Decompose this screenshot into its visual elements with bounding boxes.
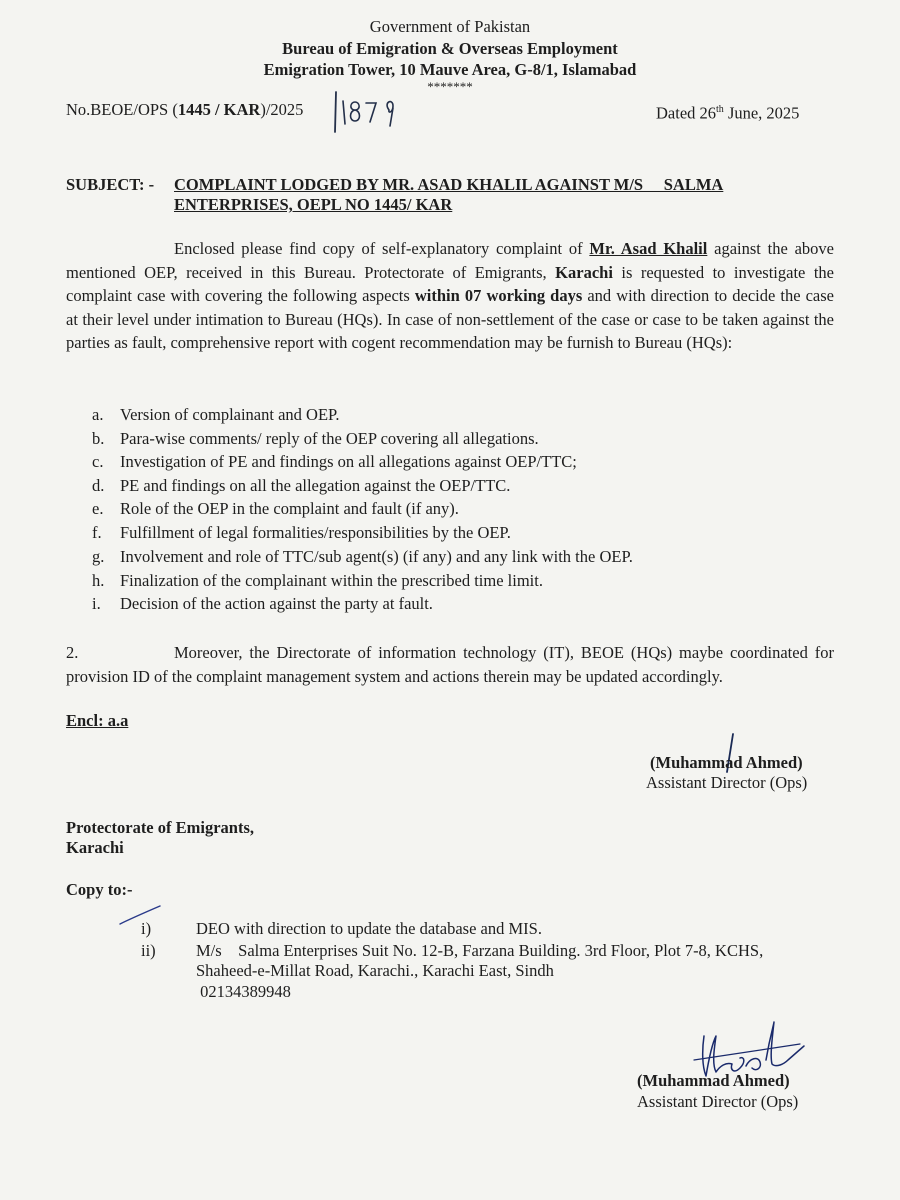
subject-line-1: COMPLAINT LODGED BY MR. ASAD KHALIL AGAINST M/S SALMA: [174, 175, 724, 194]
copy-item-marker: i): [141, 919, 152, 938]
reference-number: [66, 99, 303, 121]
city-karachi: Karachi: [555, 262, 613, 282]
copy-item-2-phone: 02134389948: [196, 982, 291, 1001]
reference-prefix: No.BEOE/OPS (: [66, 100, 178, 119]
list-item: h. Finalization of the complainant within the prescribed time limit.: [92, 571, 543, 590]
letterhead-government: Government of Pakistan: [369, 17, 531, 36]
enclosure: Encl: a.a: [66, 711, 129, 730]
signatory-2-name: (Muhammad Ahmed): [637, 1071, 790, 1090]
letterhead-bureau: Bureau of Emigration & Overseas Employment: [282, 39, 618, 58]
subject-label: SUBJECT: -: [66, 175, 155, 194]
body-paragraph-1: Enclosed please find copy of self-explanatory complaint of Mr. Asad Khalil against the above mentioned OEP, received in this Bureau. Protectorate of Emigrants, Karachi is requested to investigate the complaint case with covering the following aspects within 07 working days and with direction to decide the case at their level under intimation to Bureau (HQs). In case of non-settlement of the case or case to be taken against the parties as fault, comprehensive report with cogent recommendation may be furnish to Bureau (HQs):: [66, 239, 835, 353]
dated: [656, 99, 799, 125]
copy-item-2-line-1: M/s Salma Enterprises Suit No. 12-B, Farzana Building. 3rd Floor, Plot 7-8, KCHS,: [196, 941, 764, 960]
signatory-name: (Muhammad Ahmed): [650, 753, 803, 772]
date-prefix: Dated 26: [656, 103, 717, 123]
paragraph-number: 2.: [66, 643, 79, 662]
list-item: e. Role of the OEP in the complaint and fault (if any).: [92, 499, 459, 518]
copy-item-marker: ii): [141, 941, 156, 960]
date-suffix: June, 2025: [723, 103, 800, 123]
deadline: within 07 working days: [414, 286, 583, 306]
copy-item-1: DEO with direction to update the database and MIS.: [196, 919, 542, 938]
list-item: i. Decision of the action against the party at fault.: [92, 594, 433, 613]
reference-code: 1445 / KAR: [177, 100, 261, 119]
signatory-2-title: Assistant Director (Ops): [637, 1092, 799, 1111]
complainant-name: Mr. Asad Khalil: [589, 239, 708, 258]
list-item: d. PE and findings on all the allegation against the OEP/TTC.: [92, 476, 511, 495]
reference-suffix: )/2025: [260, 100, 304, 119]
copy-to-label: Copy to:-: [66, 880, 133, 899]
body-paragraph-2: 2. Moreover, the Directorate of information technology (IT), BEOE (HQs) maybe coordinated for provision ID of the complaint management system and actions therein may be updated accordingly.: [66, 643, 834, 686]
subject-line-2: ENTERPRISES, OEPL NO 1445/ KAR: [174, 195, 453, 214]
list-item: c. Investigation of PE and findings on all allegations against OEP/TTC;: [92, 452, 577, 471]
list-item: b. Para-wise comments/ reply of the OEP covering all allegations.: [92, 429, 539, 448]
recipient-line-1: Protectorate of Emigrants,: [66, 818, 255, 837]
handwritten-diary-number: [331, 88, 403, 134]
recipient-line-2: Karachi: [66, 838, 124, 857]
date-ordinal: th: [716, 104, 724, 115]
handwritten-tick: [118, 904, 162, 926]
list-item: a. Version of complainant and OEP.: [92, 405, 340, 424]
list-item: f. Fulfillment of legal formalities/responsibilities by the OEP.: [92, 523, 511, 542]
signatory-title: Assistant Director (Ops): [646, 773, 808, 792]
copy-item-2-line-2: Shaheed-e-Millat Road, Karachi., Karachi East, Sindh: [196, 961, 554, 980]
list-item: g. Involvement and role of TTC/sub agent(s) (if any) and any link with the OEP.: [92, 547, 633, 566]
letterhead-stars: *******: [427, 79, 473, 94]
letterhead-address: Emigration Tower, 10 Mauve Area, G-8/1, Islamabad: [263, 60, 637, 79]
